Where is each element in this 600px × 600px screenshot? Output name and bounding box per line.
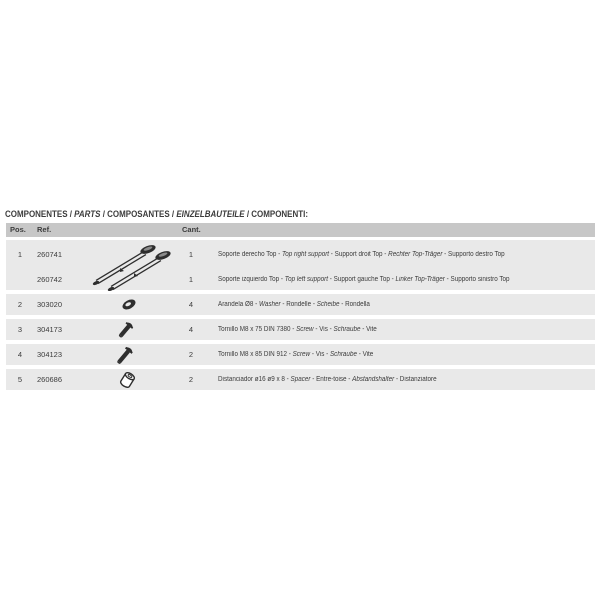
table-header <box>6 223 595 237</box>
qty-cell: 4 <box>188 300 194 309</box>
table-row <box>6 344 595 365</box>
screw-icon <box>111 344 139 366</box>
table-row <box>6 319 595 340</box>
pos-cell: 2 <box>17 300 23 309</box>
desc-cell: Tornillo M8 x 85 DIN 912 - Screw - Vis - Schraube - Vite <box>218 351 374 358</box>
desc-cell: Arandela Ø8 - Washer - Rondelle - Scheibe - Rondella <box>218 301 370 308</box>
screw-icon <box>113 319 139 340</box>
qty-cell: 1 <box>188 275 194 284</box>
header-pos: Pos. <box>10 225 26 234</box>
pos-cell: 5 <box>17 375 23 384</box>
pos-cell: 4 <box>17 350 23 359</box>
header-ref: Ref. <box>37 225 52 234</box>
ref-cell: 260742 <box>37 275 63 284</box>
ref-cell: 304123 <box>37 350 63 359</box>
page-title: COMPONENTES / PARTS / COMPOSANTES / EINZELBAUTEILE / COMPONENTI: <box>5 209 309 220</box>
header-cant: Cant. <box>182 225 201 234</box>
qty-cell: 2 <box>188 375 194 384</box>
desc-cell: Soporte derecho Top - Top right support - Support droit Top - Rechter Top-Träger - Supporto destro Top <box>218 251 505 258</box>
pos-cell: 3 <box>17 325 23 334</box>
ref-cell: 303020 <box>37 300 63 309</box>
qty-cell: 2 <box>188 350 194 359</box>
desc-cell: Distanciador ø16 ø9 x 8 - Spacer - Entre-toise - Abstandshalter - Distanziatore <box>218 376 437 383</box>
desc-cell: Tornillo M8 x 75 DIN 7380 - Screw - Vis - Schraube - Vite <box>218 326 377 333</box>
ref-cell: 304173 <box>37 325 63 334</box>
table-row <box>6 369 595 390</box>
spacer-icon <box>117 370 138 390</box>
ref-cell: 260686 <box>37 375 63 384</box>
qty-cell: 1 <box>188 250 194 259</box>
top-support-bars-image <box>90 241 174 291</box>
table-row <box>6 294 595 315</box>
washer-icon <box>119 297 139 312</box>
ref-cell: 260741 <box>37 250 63 259</box>
desc-cell: Soporte izquierdo Top - Top left support - Support gauche Top - Linker Top-Träger - Supporto sinistro Top <box>218 276 510 283</box>
table-row <box>6 240 595 290</box>
pos-cell: 1 <box>17 250 23 259</box>
qty-cell: 4 <box>188 325 194 334</box>
